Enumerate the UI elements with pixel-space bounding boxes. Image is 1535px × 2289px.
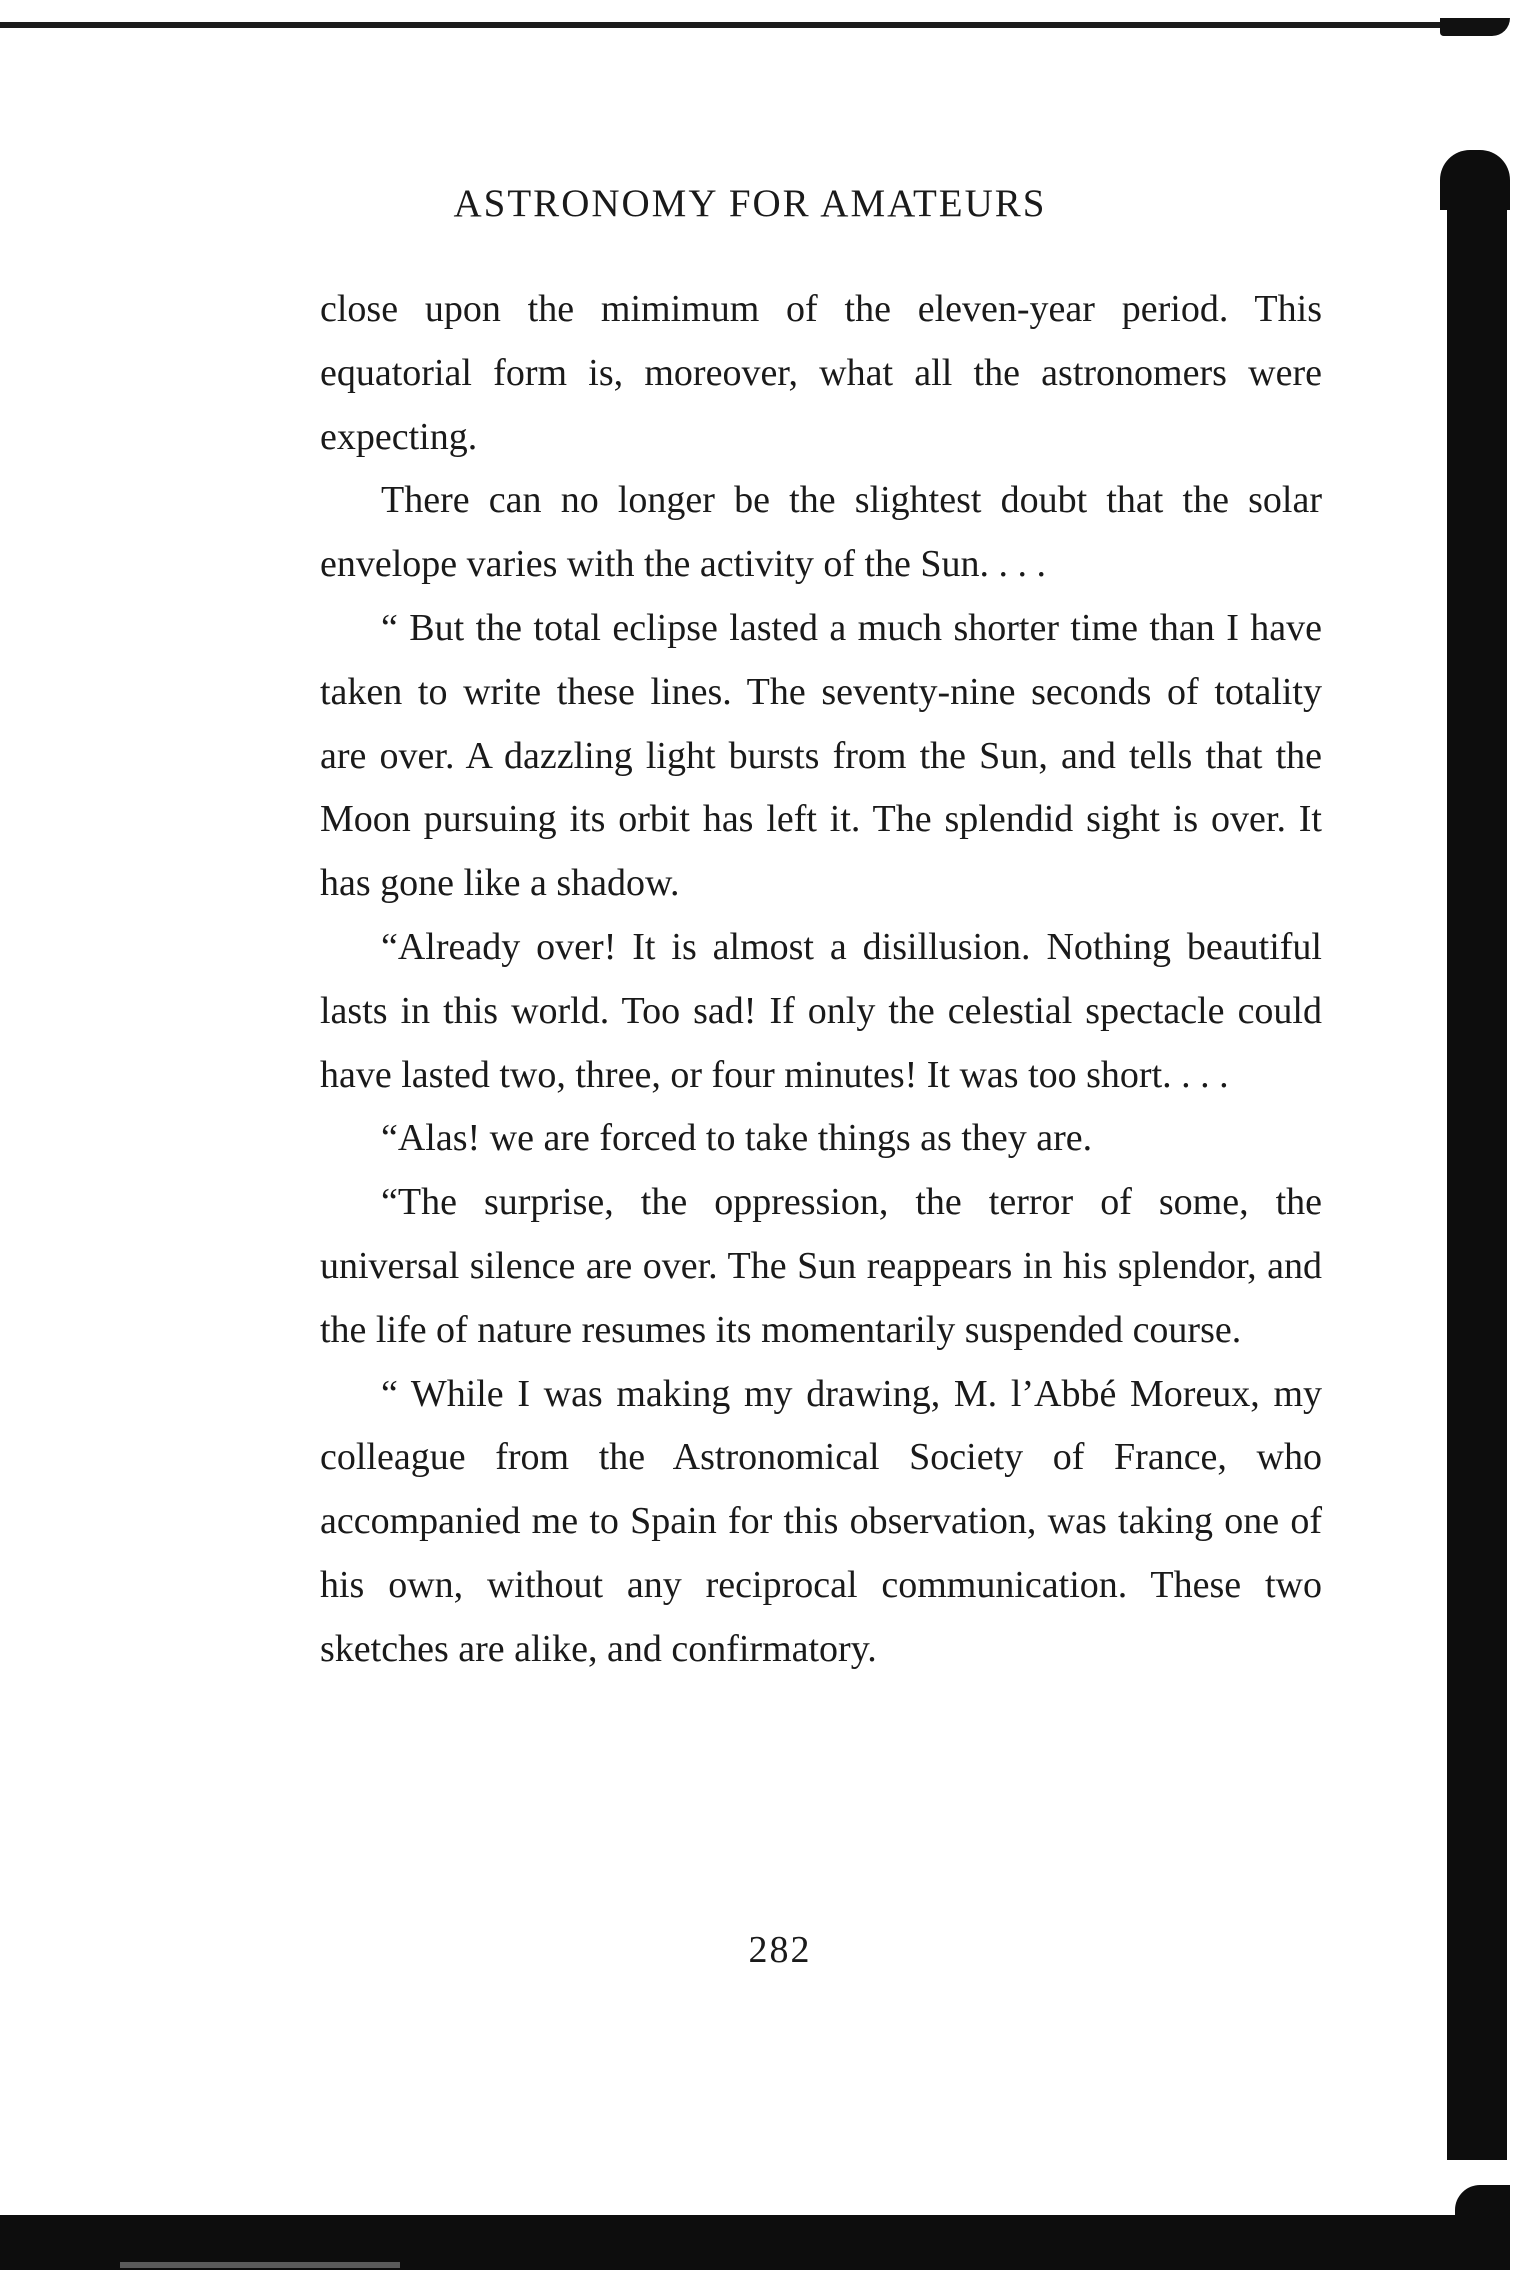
paragraph-continued: close upon the mimimum of the eleven-year period. This equatorial form is, moreover, what all the astronomers were expecting.: [320, 288, 1322, 458]
running-head: ASTRONOMY FOR AMATEURS: [453, 182, 1047, 225]
paragraph: “Alas! we are forced to take things as they are.: [381, 1117, 1093, 1160]
page-body: [320, 278, 1322, 1682]
scan-bottom-speck: [120, 2262, 400, 2268]
scan-binding-shadow: [1447, 180, 1507, 2160]
scan-top-edge: [0, 22, 1500, 28]
page-number: 282: [748, 1929, 812, 1971]
paragraph: “ But the total eclipse lasted a much shorter time than I have taken to write these lines. The seventy-nine seconds of totality are over. A dazzling light bursts from the Sun, and tells that the Moon pursuing its orbit has left it. The splendid sight is over. It has gone like a shadow.: [320, 606, 1322, 905]
paragraph: “ While I was making my drawing, M. l’Abbé Moreux, my colleague from the Astronomical Society of France, who accompanied me to Spain for this observation, was taking one of his own, without any reciprocal communication. These two sketches are alike, and confirmatory.: [320, 1372, 1322, 1670]
scan-top-edge-corner: [1440, 18, 1510, 36]
paragraph: “Already over! It is almost a disillusion. Nothing beautiful lasts in this world. Too sad! If only the celestial spectacle could have lasted two, three, or four minutes! It was too short. . . .: [320, 925, 1322, 1096]
paragraph: “The surprise, the oppression, the terror of some, the universal silence are over. The Sun reappears in his splendor, and the life of nature resumes its momentarily suspended course.: [320, 1181, 1322, 1351]
paragraph: There can no longer be the slightest doubt that the solar envelope varies with the activity of the Sun. . . .: [320, 479, 1322, 586]
